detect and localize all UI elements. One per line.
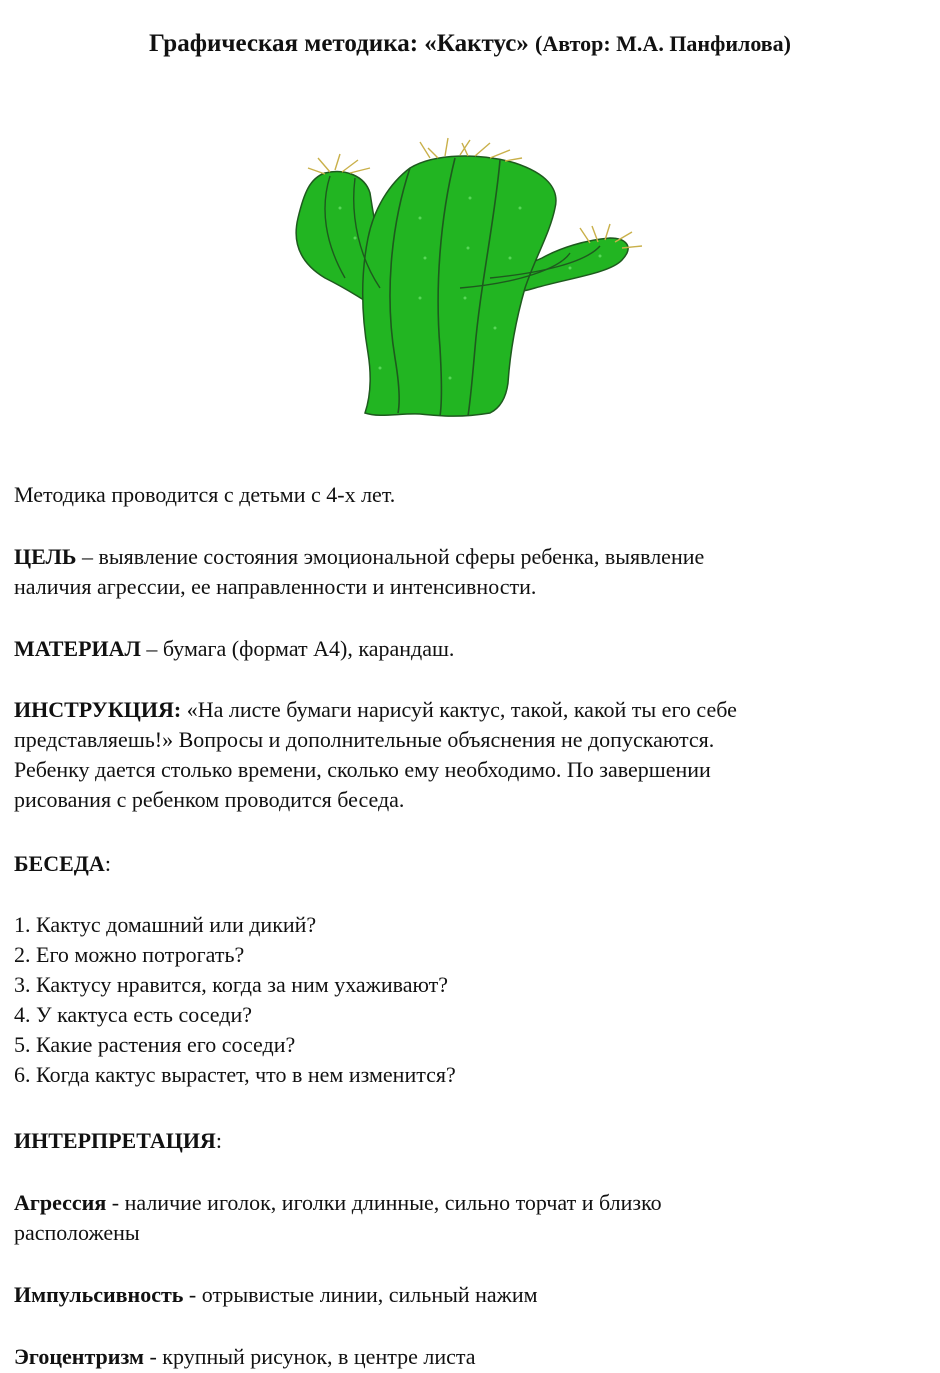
aggression-label: Агрессия bbox=[14, 1190, 107, 1215]
author-text: (Автор: М.А. Панфилова) bbox=[535, 31, 792, 56]
interpretation-colon: : bbox=[215, 1128, 222, 1153]
cactus-icon bbox=[270, 128, 670, 428]
interpretation-label: ИНТЕРПРЕТАЦИЯ bbox=[14, 1128, 216, 1153]
conversation-questions bbox=[14, 910, 914, 1090]
impulsivity-text: - отрывистые линии, сильный нажим bbox=[183, 1282, 538, 1307]
goal-line1: – выявление состояния эмоциональной сферы ребенка, выявление bbox=[76, 544, 705, 569]
conversation-heading bbox=[14, 849, 914, 879]
goal-line2: наличия агрессии, ее направленности и интенсивности. bbox=[14, 574, 537, 599]
page-title bbox=[0, 28, 940, 60]
question-item: 6. Когда кактус вырастет, что в нем изменится? bbox=[14, 1062, 456, 1087]
interpretation-heading bbox=[14, 1126, 914, 1156]
question-item: 5. Какие растения его соседи? bbox=[14, 1032, 296, 1057]
impulsivity-paragraph bbox=[14, 1280, 914, 1310]
egocentrism-paragraph bbox=[14, 1342, 914, 1372]
instruction-paragraph bbox=[14, 695, 914, 815]
instruction-line1: «На листе бумаги нарисуй кактус, такой, какой ты его себе bbox=[181, 697, 737, 722]
cactus-drawing bbox=[296, 138, 642, 416]
intro-paragraph: Методика проводится с детьми с 4-х лет. bbox=[14, 482, 396, 507]
impulsivity-label: Импульсивность bbox=[14, 1282, 184, 1307]
aggression-paragraph bbox=[14, 1188, 914, 1248]
question-item: 3. Кактусу нравится, когда за ним ухаживают? bbox=[14, 972, 449, 997]
instruction-line3: Ребенку дается столько времени, сколько ему необходимо. По завершении bbox=[14, 757, 711, 782]
aggression-line1: - наличие иголок, иголки длинные, сильно торчат и близко bbox=[106, 1190, 662, 1215]
material-text: – бумага (формат А4), карандаш. bbox=[140, 636, 455, 661]
question-item: 2. Его можно потрогать? bbox=[14, 942, 245, 967]
material-paragraph bbox=[14, 634, 914, 664]
question-item: 1. Кактус домашний или дикий? bbox=[14, 912, 317, 937]
title-text: Графическая методика: «Кактус» bbox=[148, 30, 529, 57]
aggression-line2: расположены bbox=[14, 1220, 140, 1245]
instruction-line4: рисования с ребенком проводится беседа. bbox=[14, 787, 405, 812]
conversation-label: БЕСЕДА bbox=[14, 851, 105, 876]
material-label: МАТЕРИАЛ bbox=[14, 636, 141, 661]
question-item: 4. У кактуса есть соседи? bbox=[14, 1002, 252, 1027]
goal-paragraph bbox=[14, 542, 914, 602]
egocentrism-label: Эгоцентризм bbox=[14, 1344, 144, 1369]
conversation-colon: : bbox=[104, 851, 111, 876]
egocentrism-text: - крупный рисунок, в центре листа bbox=[143, 1344, 476, 1369]
instruction-label: ИНСТРУКЦИЯ: bbox=[14, 697, 182, 722]
goal-label: ЦЕЛЬ bbox=[14, 544, 77, 569]
instruction-line2: представляешь!» Вопросы и дополнительные объяснения не допускаются. bbox=[14, 727, 715, 752]
